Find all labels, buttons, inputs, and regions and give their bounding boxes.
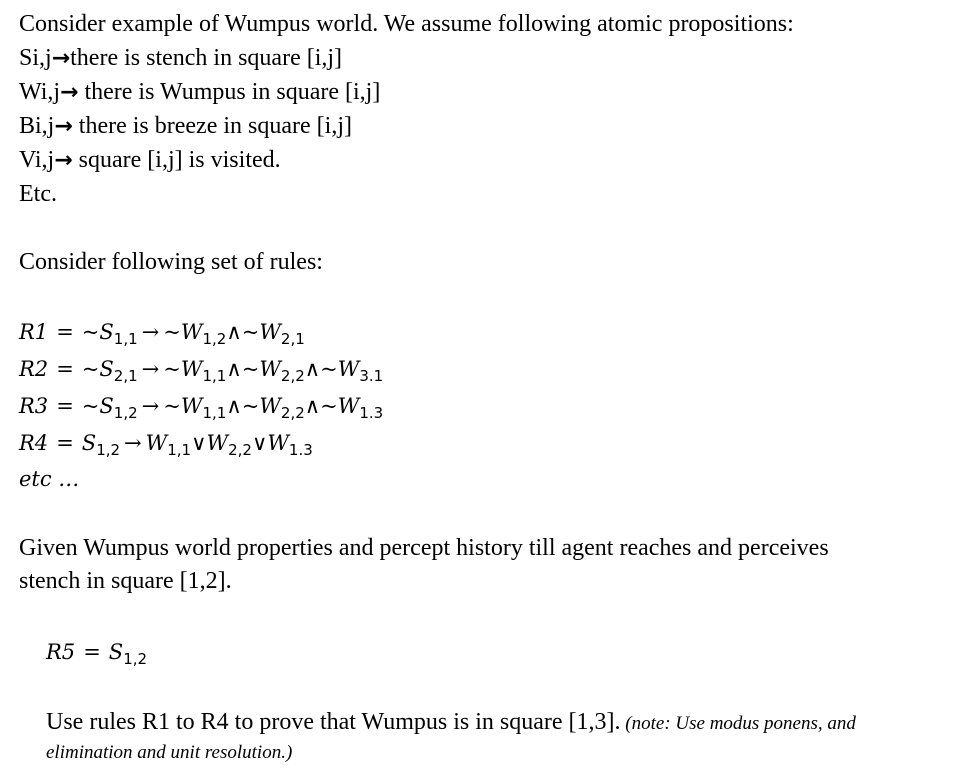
prop-label: Vi,j	[19, 147, 55, 173]
rule-r5	[46, 636, 147, 668]
wumpus-symbol: W	[259, 357, 281, 381]
prop-label: Bi,j	[19, 113, 55, 139]
stench-symbol: S	[99, 357, 114, 381]
prop-text: there is stench in square [i,j]	[70, 45, 343, 71]
wumpus-symbol: W	[206, 431, 229, 455]
and-operator: ∧	[226, 320, 242, 344]
negation: ~	[320, 394, 338, 418]
task-text: Use rules R1 to R4 to prove that Wumpus is in square [1,3].	[46, 709, 621, 735]
subscript: 2,1	[280, 330, 305, 348]
rule-name: R2	[19, 357, 49, 381]
proposition-wumpus	[19, 76, 380, 109]
intro-line: Consider example of Wumpus world. We assume following atomic propositions:	[19, 11, 794, 37]
subscript: 2,2	[280, 367, 305, 385]
negation: ~	[163, 394, 181, 418]
stench-symbol: S	[99, 394, 114, 418]
prop-text: there is Wumpus in square [i,j]	[78, 79, 381, 105]
proposition-breeze	[19, 110, 352, 143]
negation: ~	[81, 394, 100, 418]
arrow-icon: →	[60, 80, 79, 105]
subscript: 1,1	[113, 330, 138, 348]
negation: ~	[320, 357, 338, 381]
wumpus-symbol: W	[259, 394, 281, 418]
arrow-icon: →	[51, 46, 71, 71]
arrow-icon: →	[54, 148, 73, 173]
wumpus-symbol: W	[180, 357, 203, 381]
subscript: 1,2	[202, 330, 227, 348]
equals-sign: =	[56, 431, 74, 455]
and-operator: ∧	[226, 357, 242, 381]
stench-symbol: S	[99, 320, 114, 344]
and-operator: ∧	[304, 394, 321, 418]
implies-arrow: →	[141, 357, 160, 381]
subscript: 1,1	[202, 404, 227, 422]
prop-text: there is breeze in square [i,j]	[72, 113, 352, 139]
rules-etc: etc …	[19, 467, 80, 491]
negation: ~	[163, 357, 181, 381]
or-operator: ∨	[251, 431, 268, 455]
task-line	[46, 706, 856, 740]
negation: ~	[163, 320, 181, 344]
implies-arrow: →	[124, 431, 142, 455]
subscript: 3.1	[359, 367, 384, 385]
prop-text: square [i,j] is visited.	[72, 147, 281, 173]
subscript: 1,1	[202, 367, 227, 385]
rule-r1	[19, 316, 305, 348]
wumpus-symbol: W	[145, 431, 168, 455]
subscript: 1,2	[113, 404, 138, 422]
subscript: 1,1	[167, 441, 192, 459]
subscript: 1,2	[96, 441, 121, 459]
stench-symbol: S	[81, 431, 97, 455]
negation: ~	[241, 394, 260, 418]
subscript: 1.3	[288, 441, 313, 459]
task-note: (note: Use modus ponens, and	[620, 713, 856, 734]
implies-arrow: →	[141, 320, 160, 344]
prop-label: Wi,j	[19, 79, 61, 105]
arrow-icon: →	[54, 114, 73, 139]
wumpus-symbol: W	[337, 357, 360, 381]
wumpus-symbol: W	[180, 320, 203, 344]
equals-sign: =	[83, 640, 101, 664]
subscript: 1.3	[359, 404, 384, 422]
rules-heading: Consider following set of rules:	[19, 249, 323, 275]
wumpus-symbol: W	[180, 394, 203, 418]
rule-r4	[19, 427, 313, 459]
and-operator: ∧	[226, 394, 242, 418]
task-note-continued: elimination and unit resolution.)	[46, 742, 293, 763]
etc-text: Etc.	[19, 181, 57, 207]
prop-label: Si,j	[19, 45, 52, 71]
proposition-stench	[19, 42, 342, 75]
rule-name: R1	[19, 320, 49, 344]
rule-r2	[19, 353, 383, 385]
given-line-2: stench in square [1,2].	[19, 568, 232, 594]
negation: ~	[81, 320, 100, 344]
rule-name: R5	[46, 640, 76, 664]
negation: ~	[241, 357, 260, 381]
wumpus-symbol: W	[337, 394, 360, 418]
and-operator: ∧	[304, 357, 321, 381]
rule-name: R3	[19, 394, 49, 418]
wumpus-symbol: W	[267, 431, 289, 455]
subscript: 2,2	[280, 404, 305, 422]
rule-name: R4	[19, 431, 49, 455]
subscript: 2,1	[113, 367, 138, 385]
equals-sign: =	[56, 394, 74, 418]
implies-arrow: →	[141, 394, 160, 418]
equals-sign: =	[56, 320, 74, 344]
proposition-visited	[19, 144, 281, 177]
stench-symbol: S	[108, 640, 124, 664]
wumpus-symbol: W	[259, 320, 281, 344]
or-operator: ∨	[191, 431, 207, 455]
negation: ~	[81, 357, 100, 381]
rule-r3	[19, 390, 383, 422]
subscript: 1,2	[123, 650, 148, 668]
equals-sign: =	[56, 357, 74, 381]
subscript: 2,2	[228, 441, 252, 459]
given-line-1: Given Wumpus world properties and percept history till agent reaches and perceives	[19, 535, 829, 561]
negation: ~	[241, 320, 260, 344]
